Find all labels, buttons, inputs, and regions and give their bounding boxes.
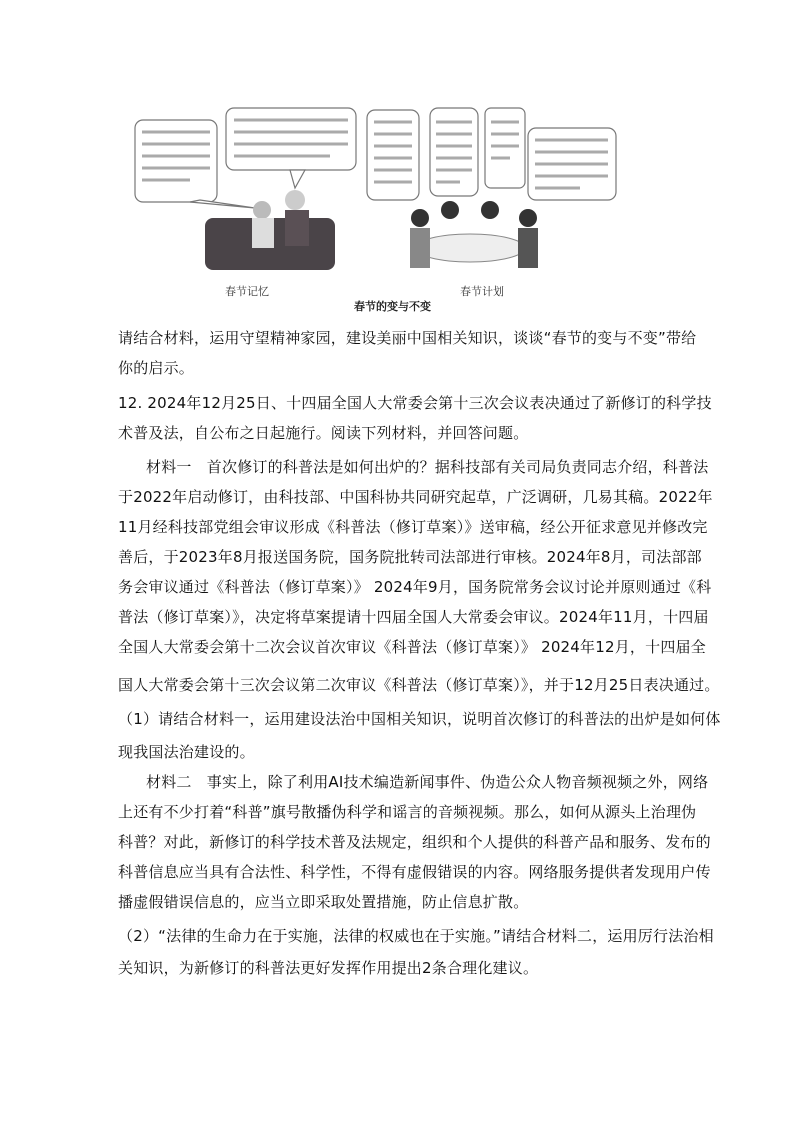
question-11-prompt: 你的启示。 xyxy=(118,359,195,377)
figure-caption-right: 春节计划 xyxy=(460,285,504,298)
question-12-stem: 术普及法，自公布之日起施行。阅读下列材料，并回答问题。 xyxy=(118,424,529,442)
material-one: 善后，于2023年8月报送国务院，国务院批转司法部进行审核。2024年8月，司法部部 xyxy=(118,548,702,566)
question-12-stem: 12. 2024年12月25日、十四届全国人大常委会第十三次会议表决通过了新修订的科学技 xyxy=(118,394,712,412)
material-one: 国人大常委会第十三次会议第二次审议《科普法（修订草案）》，并于12月25日表决通过。 xyxy=(118,676,720,694)
sub-question-1: （1）请结合材料一，运用建设法治中国相关知识，说明首次修订的科普法的出炉是如何体 xyxy=(118,710,721,728)
material-one: 务会审议通过《科普法（修订草案）》 2024年9月，国务院常务会议讨论并原则通过《科 xyxy=(118,578,712,596)
spring-festival-comic xyxy=(130,100,670,280)
material-one: 普法（修订草案）》，决定将草案提请十四届全国人大常委会审议。2024年11月，十四届 xyxy=(118,608,709,626)
material-two: 科普信息应当具有合法性、科学性，不得有虚假错误的内容。网络服务提供者发现用户传 xyxy=(118,863,711,881)
figure-title: 春节的变与不变 xyxy=(354,300,431,313)
material-two: 播虚假错误信息的，应当立即采取处置措施，防止信息扩散。 xyxy=(118,893,529,911)
sub-question-2: （2）“法律的生命力在于实施，法律的权威也在于实施。”请结合材料二，运用厉行法治相 xyxy=(118,927,714,945)
speech-bubble xyxy=(226,108,356,170)
question-11-prompt: 请结合材料，运用守望精神家园，建设美丽中国相关知识，谈谈“春节的变与不变”带给 xyxy=(118,329,697,347)
material-one: 全国人大常委会第十二次会议首次审议《科普法（修订草案）》 2024年12月，十四届全 xyxy=(118,638,706,656)
sub-question-2: 关知识，为新修订的科普法更好发挥作用提出2条合理化建议。 xyxy=(118,959,539,977)
speech-bubble xyxy=(485,108,525,188)
sofa-grandparents-illustration xyxy=(205,190,335,270)
material-one: 于2022年启动修订，由科技部、中国科协共同研究起草，广泛调研，几易其稿。2022年 xyxy=(118,488,713,506)
material-one: 材料一 首次修订的科普法是如何出炉的？据科技部有关司局负责同志介绍，科普法 xyxy=(146,458,709,476)
material-two: 科普？对此，新修订的科学技术普及法规定，组织和个人提供的科普产品和服务、发布的 xyxy=(118,833,711,851)
family-dinner-illustration xyxy=(410,201,538,268)
figure-caption-left: 春节记忆 xyxy=(225,285,269,298)
material-two: 材料二 事实上，除了利用AI技术编造新闻事件、伪造公众人物音频视频之外，网络 xyxy=(146,773,709,791)
material-one: 11月经科技部党组会审议形成《科普法（修订草案）》送审稿，经公开征求意见并修改完 xyxy=(118,518,708,536)
material-two: 上还有不少打着“科普”旗号散播伪科学和谣言的音频视频。那么，如何从源头上治理伪 xyxy=(118,803,697,821)
sub-question-1: 现我国法治建设的。 xyxy=(118,743,255,761)
